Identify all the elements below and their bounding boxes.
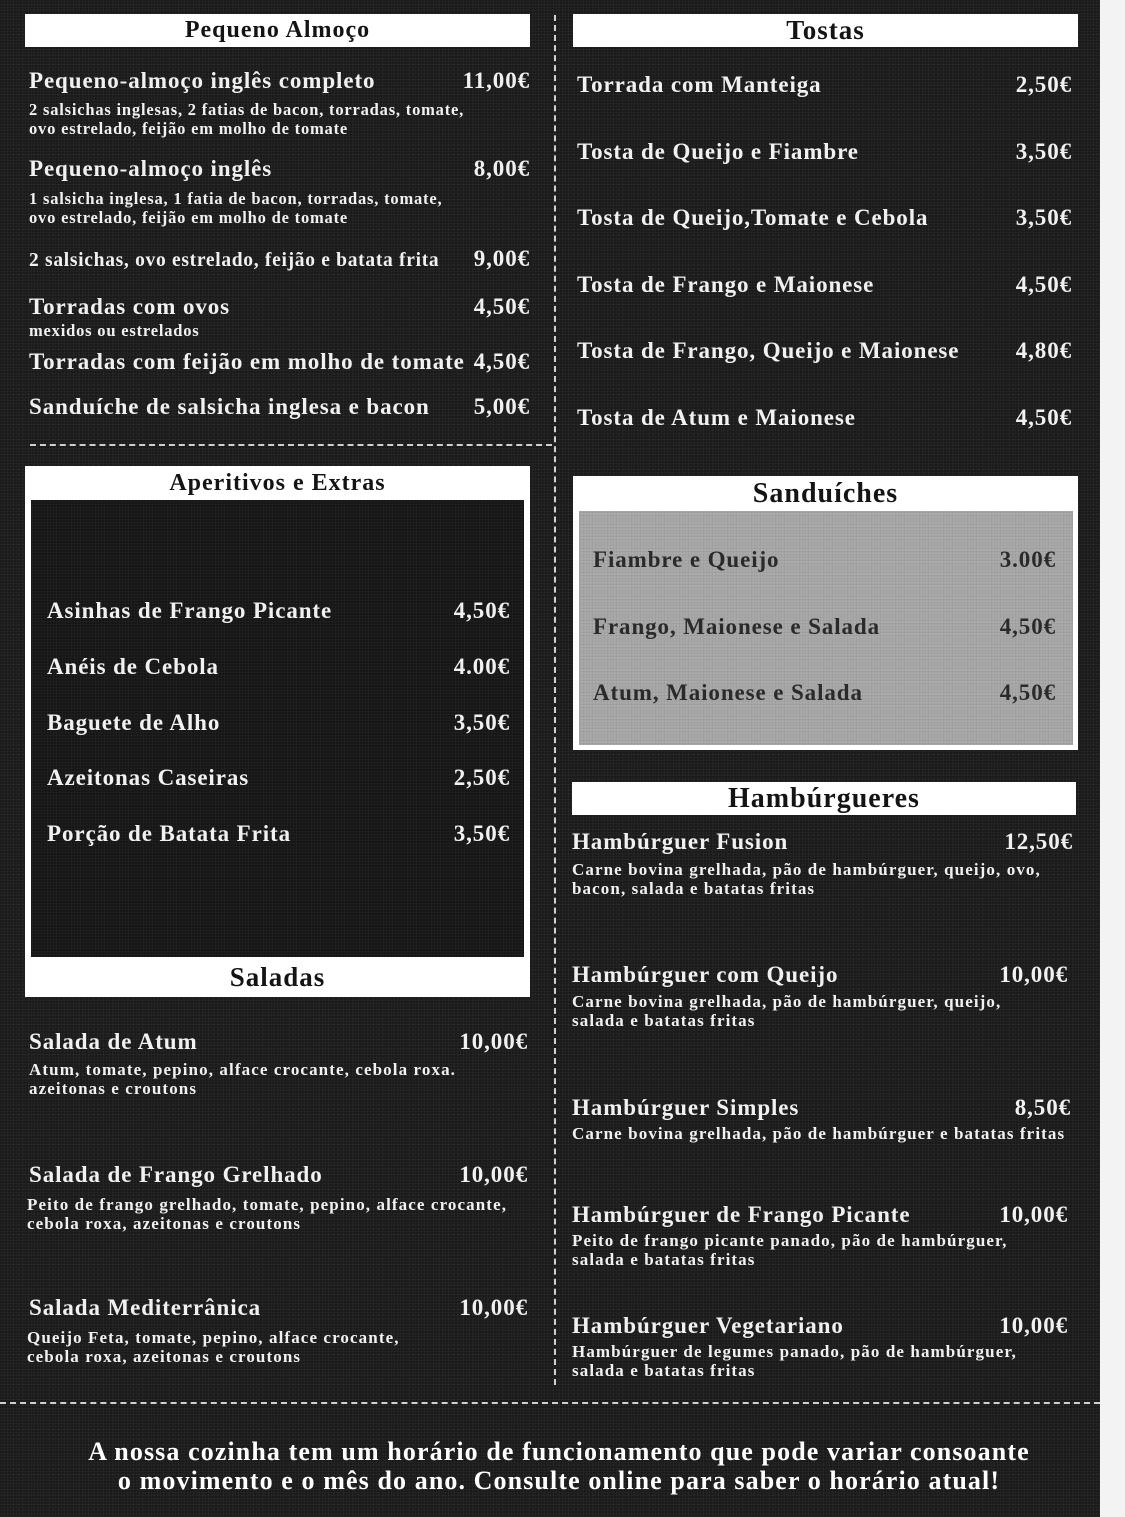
item-name: Tosta de Frango, Queijo e Maionese: [577, 338, 960, 363]
item-name: Pequeno-almoço inglês completo: [29, 68, 376, 93]
item-row: [29, 294, 530, 320]
item-description-line: ovo estrelado, feijão em molho de tomate: [29, 208, 349, 227]
item-name: Anéis de Cebola: [47, 654, 219, 679]
item-row: [572, 962, 1068, 988]
item-name: Porção de Batata Frita: [47, 821, 291, 846]
menu-item: [29, 294, 530, 340]
menu-item: [47, 765, 510, 791]
item-description-line: Peito de frango grelhado, tomate, pepino, alface crocante,: [27, 1195, 508, 1214]
item-name: Fiambre e Queijo: [593, 547, 780, 572]
item-row: [29, 1295, 528, 1321]
item-price: 3,50€: [453, 821, 510, 846]
item-name: Hambúrguer Fusion: [572, 829, 789, 854]
item-name: Tosta de Queijo e Fiambre: [577, 139, 859, 164]
section-title-salads: Saladas: [229, 962, 326, 992]
menu-item: [577, 405, 1072, 431]
menu-item: [29, 1295, 528, 1366]
item-name: Pequeno-almoço inglês: [29, 156, 273, 181]
item-name: Torrada com Manteiga: [577, 72, 822, 97]
item-name: Torradas com ovos: [29, 294, 231, 319]
item-description: [572, 860, 1073, 898]
item-description-line: 1 salsicha inglesa, 1 fatia de bacon, torradas, tomate,: [29, 189, 443, 208]
item-row: [572, 1095, 1071, 1121]
item-row: [29, 246, 530, 274]
item-row: [47, 598, 510, 624]
item-row: [29, 156, 530, 182]
item-price: 10,00€: [999, 962, 1068, 987]
menu-item: [29, 349, 530, 375]
item-name: Tosta de Frango e Maionese: [577, 272, 875, 297]
item-description-line: Peito de frango picante panado, pão de hambúrguer,: [572, 1231, 1008, 1250]
item-row: [29, 394, 530, 420]
item-name: Atum, Maionese e Salada: [593, 680, 863, 705]
menu-item: [29, 394, 530, 420]
item-row: [572, 1313, 1068, 1339]
item-name: Hambúrguer Vegetariano: [572, 1313, 844, 1338]
item-row: [577, 405, 1072, 431]
item-description: [572, 1124, 1071, 1143]
item-price: 4,50€: [473, 349, 530, 374]
notice-line: A nossa cozinha tem um horário de funcionamento que pode variar consoante: [88, 1437, 1030, 1466]
item-price: 3,50€: [453, 710, 510, 735]
section-title-appetizers: Aperitivos e Extras: [169, 469, 386, 496]
item-price: 5,00€: [473, 394, 530, 419]
item-name: Salada de Frango Grelhado: [29, 1162, 323, 1187]
menu-item: [29, 68, 530, 138]
menu-item: [572, 1313, 1068, 1380]
item-description-line: cebola roxa, azeitonas e croutons: [27, 1347, 302, 1366]
item-name: Sanduíche de salsicha inglesa e bacon: [29, 394, 430, 419]
item-name: Hambúrguer com Queijo: [572, 962, 839, 987]
section-title-burgers: Hambúrgueres: [572, 782, 1076, 815]
item-price: 4,50€: [999, 614, 1056, 639]
item-price: 12,50€: [1004, 829, 1073, 854]
item-description: [29, 1060, 528, 1098]
menu-item: [47, 710, 510, 736]
item-description-line: Carne bovina grelhada, pão de hambúrguer e batatas fritas: [572, 1124, 1066, 1143]
item-description-line: Carne bovina grelhada, pão de hambúrguer, queijo, ovo,: [572, 860, 1041, 879]
item-price: 4,50€: [473, 294, 530, 319]
item-description-line: cebola roxa, azeitonas e croutons: [27, 1214, 302, 1233]
notice-line: o movimento e o mês do ano. Consulte online para saber o horário atual!: [117, 1466, 1001, 1495]
item-description-line: 2 salsichas inglesas, 2 fatias de bacon, torradas, tomate,: [29, 100, 465, 119]
item-name: Tosta de Queijo,Tomate e Cebola: [577, 205, 929, 230]
item-description: [572, 1231, 1068, 1269]
item-description-line: azeitonas e croutons: [29, 1079, 198, 1098]
item-row: [29, 1029, 528, 1055]
item-name: Asinhas de Frango Picante: [47, 598, 333, 623]
item-description-line: bacon, salada e batatas fritas: [572, 879, 816, 898]
menu-item: [47, 654, 510, 680]
menu-item: [47, 821, 510, 847]
item-row: [593, 614, 1056, 640]
item-price: 10,00€: [999, 1202, 1068, 1227]
item-price: 8,00€: [473, 156, 530, 181]
item-description-line: ovo estrelado, feijão em molho de tomate: [29, 119, 349, 138]
item-name: Hambúrguer de Frango Picante: [572, 1202, 911, 1227]
item-price: 8,50€: [1014, 1095, 1071, 1120]
item-price: 4,50€: [1015, 272, 1072, 297]
item-price: 10,00€: [459, 1295, 528, 1320]
item-row: [577, 272, 1072, 298]
menu-item: [572, 829, 1073, 898]
item-price: 3.00€: [999, 547, 1056, 572]
item-row: [47, 765, 510, 791]
item-description: [572, 992, 1068, 1030]
section-title-toasts: Tostas: [573, 14, 1078, 47]
item-description-line: salada e batatas fritas: [572, 1011, 756, 1030]
menu-item: [29, 156, 530, 227]
section-title-breakfast: Pequeno Almoço: [25, 14, 530, 47]
item-price: 3,50€: [1015, 205, 1072, 230]
menu-item: [593, 680, 1056, 706]
item-row: [29, 68, 530, 94]
item-row: [577, 139, 1072, 165]
vertical-divider: [554, 15, 556, 1385]
item-row: [572, 829, 1073, 855]
item-row: [47, 710, 510, 736]
item-price: 4,50€: [999, 680, 1056, 705]
item-description-line: salada e batatas fritas: [572, 1250, 756, 1269]
section-title-sandwiches: Sanduíches: [752, 477, 899, 509]
menu-item: [593, 614, 1056, 640]
menu-item: [572, 1202, 1068, 1269]
item-name: Frango, Maionese e Salada: [593, 614, 880, 639]
item-price: 4,80€: [1015, 338, 1072, 363]
item-price: 4,50€: [453, 598, 510, 623]
item-description: [27, 1328, 528, 1366]
item-name: Salada de Atum: [29, 1029, 198, 1054]
item-description-line: Hambúrguer de legumes panado, pão de hambúrguer,: [572, 1342, 1017, 1361]
item-row: [577, 338, 1072, 364]
menu-item: [577, 139, 1072, 165]
item-price: 9,00€: [473, 246, 530, 271]
menu-item: [572, 1095, 1071, 1143]
item-name: Salada Mediterrânica: [29, 1295, 261, 1320]
item-description-line: mexidos ou estrelados: [29, 321, 200, 340]
menu-item: [577, 272, 1072, 298]
item-name: Torradas com feijão em molho de tomate: [29, 349, 465, 374]
item-price: 10,00€: [999, 1313, 1068, 1338]
item-name: Tosta de Atum e Maionese: [577, 405, 856, 430]
item-name: Hambúrguer Simples: [572, 1095, 800, 1120]
horizontal-divider: [30, 444, 552, 446]
item-price: 2,50€: [453, 765, 510, 790]
menu-item: [29, 1162, 528, 1233]
item-row: [29, 349, 530, 375]
item-price: 10,00€: [459, 1162, 528, 1187]
item-description: [572, 1342, 1068, 1380]
item-price: 2,50€: [1015, 72, 1072, 97]
menu-item: [29, 246, 530, 274]
menu-item: [577, 338, 1072, 364]
item-price: 11,00€: [462, 68, 530, 93]
kitchen-hours-notice: [20, 1437, 1098, 1495]
item-description: [29, 189, 530, 227]
item-row: [47, 654, 510, 680]
item-description-line: salada e batatas fritas: [572, 1361, 756, 1380]
menu-item: [572, 962, 1068, 1030]
menu-item: [29, 1029, 528, 1098]
item-name: Baguete de Alho: [47, 710, 221, 735]
footer-divider: [0, 1402, 1100, 1404]
menu-item: [577, 205, 1072, 231]
item-row: [577, 72, 1072, 98]
item-row: [29, 1162, 528, 1188]
item-description: [29, 321, 530, 340]
item-description-line: Queijo Feta, tomate, pepino, alface crocante,: [27, 1328, 400, 1347]
item-price: 4.00€: [453, 654, 510, 679]
item-row: [593, 547, 1056, 573]
item-name: 2 salsichas, ovo estrelado, feijão e batata frita: [29, 250, 440, 271]
menu-item: [577, 72, 1072, 98]
item-price: 4,50€: [1015, 405, 1072, 430]
item-row: [577, 205, 1072, 231]
item-row: [593, 680, 1056, 706]
item-description-line: Carne bovina grelhada, pão de hambúrguer, queijo,: [572, 992, 1002, 1011]
item-description-line: Atum, tomate, pepino, alface crocante, cebola roxa.: [29, 1060, 457, 1079]
item-description: [27, 1195, 528, 1233]
item-price: 3,50€: [1015, 139, 1072, 164]
item-name: Azeitonas Caseiras: [47, 765, 250, 790]
item-row: [572, 1202, 1068, 1228]
menu-item: [593, 547, 1056, 573]
item-row: [47, 821, 510, 847]
item-description: [29, 100, 530, 138]
menu-item: [47, 598, 510, 624]
item-price: 10,00€: [459, 1029, 528, 1054]
